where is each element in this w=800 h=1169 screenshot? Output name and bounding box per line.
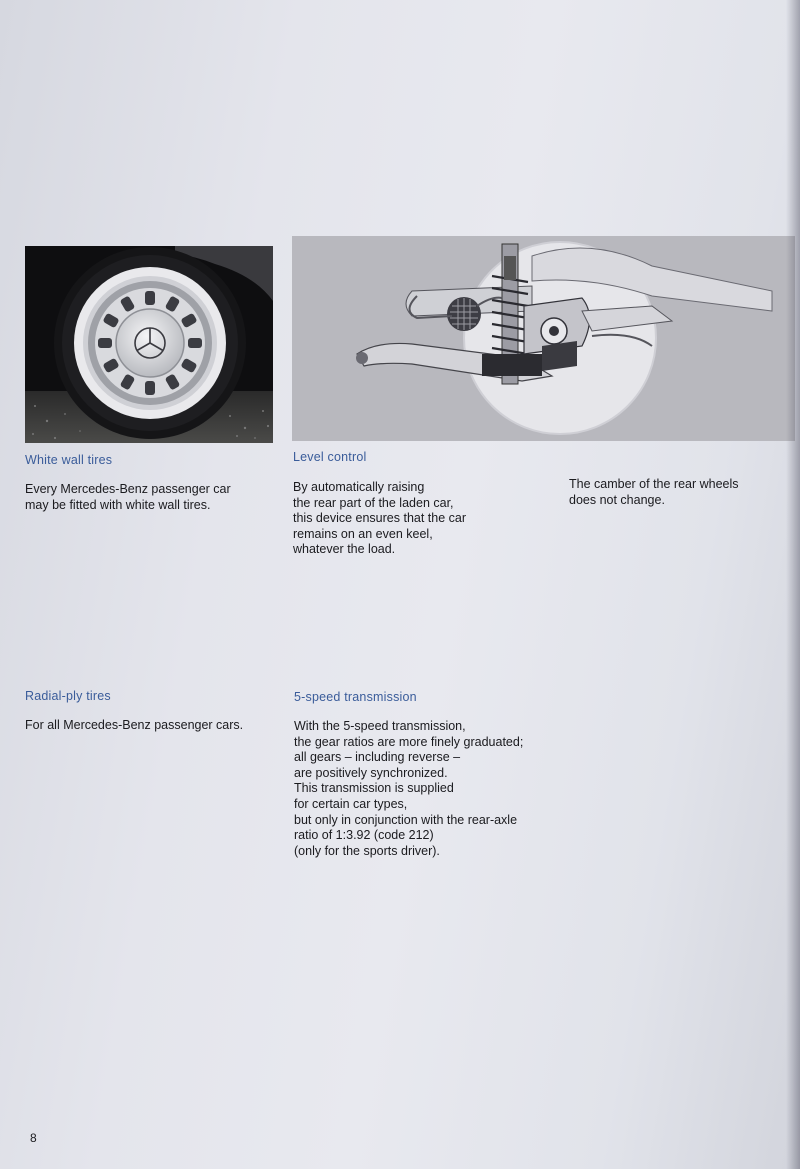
radial-ply-tires-text: [25, 718, 243, 734]
heading-white-wall-tires: White wall tires: [25, 453, 113, 467]
level-control-text: [293, 480, 466, 558]
white-wall-tire-photo: [25, 246, 273, 443]
text-line: remains on an even keel,: [293, 526, 433, 541]
heading-level-control: Level control: [293, 450, 367, 464]
text-line: ratio of 1:3.92 (code 212): [294, 828, 434, 843]
transmission-text: [294, 719, 523, 859]
text-line: (only for the sports driver).: [294, 843, 440, 858]
level-control-cutaway: [292, 236, 795, 441]
page-number: 8: [30, 1131, 37, 1145]
text-line: By automatically raising: [293, 480, 425, 494]
text-line: the rear part of the laden car,: [293, 495, 454, 510]
text-line: does not change.: [569, 492, 665, 507]
page-edge-shadow: [786, 0, 800, 1169]
text-line: For all Mercedes-Benz passenger cars.: [25, 718, 244, 732]
text-line: are positively synchronized.: [294, 765, 448, 780]
heading-5-speed-transmission: 5-speed transmission: [294, 690, 417, 704]
text-line: for certain car types,: [294, 796, 408, 811]
text-line: Every Mercedes-Benz passenger car: [25, 482, 231, 496]
camber-text: [569, 477, 739, 508]
text-line: the gear ratios are more finely graduated;: [294, 734, 524, 749]
text-line: this device ensures that the car: [293, 511, 467, 526]
text-line: but only in conjunction with the rear-axle: [294, 812, 518, 827]
heading-radial-ply-tires: Radial-ply tires: [25, 689, 111, 703]
text-line: all gears – including reverse –: [294, 750, 461, 765]
text-line: This transmission is supplied: [294, 781, 454, 796]
text-line: The camber of the rear wheels: [569, 477, 739, 491]
text-line: whatever the load.: [293, 542, 396, 557]
white-wall-tires-text: [25, 482, 231, 513]
text-line: may be fitted with white wall tires.: [25, 497, 211, 512]
text-line: With the 5-speed transmission,: [294, 719, 466, 733]
